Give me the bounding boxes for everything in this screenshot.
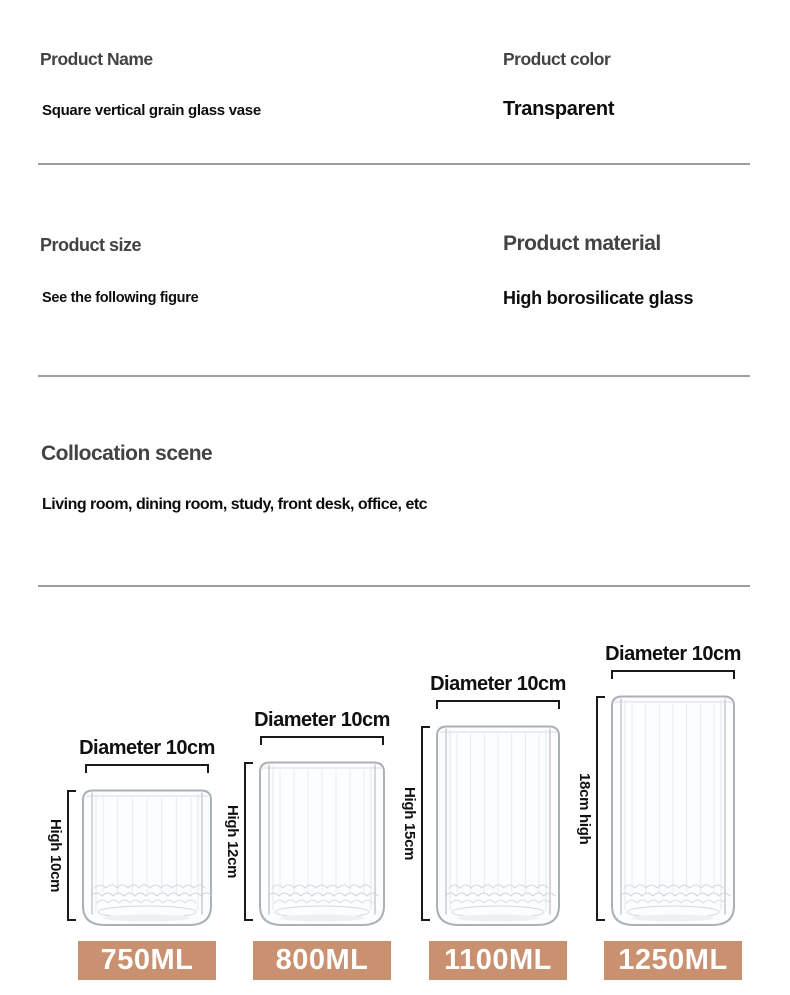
vase-illustration-wrap — [576, 694, 736, 928]
product-name-value: Square vertical grain glass vase — [42, 102, 261, 119]
height-label: 18cm high — [576, 772, 593, 845]
height-measure — [401, 726, 430, 921]
glass-vase-illustration — [258, 760, 386, 928]
height-measure-line — [67, 790, 76, 921]
height-label: High 12cm — [224, 804, 241, 879]
product-color-value: Transparent — [503, 98, 615, 120]
height-label: High 15cm — [401, 786, 418, 861]
product-size-value: See the following figure — [42, 290, 199, 306]
glass-vase-illustration — [610, 694, 736, 928]
section-divider — [38, 375, 750, 377]
diameter-measure-line — [85, 764, 209, 773]
height-measure — [576, 696, 605, 921]
height-measure — [47, 790, 76, 921]
height-measure-line — [596, 696, 605, 921]
capacity-badge: 1100ML — [429, 941, 567, 980]
collocation-scene-label: Collocation scene — [41, 442, 213, 465]
diameter-label: Diameter 10cm — [254, 709, 390, 731]
section-divider — [38, 163, 750, 165]
diameter-measure-line — [436, 700, 560, 709]
collocation-scene-value: Living room, dining room, study, front desk, office, etc — [42, 496, 428, 513]
capacity-badge: 800ML — [253, 941, 391, 980]
product-material-value: High borosilicate glass — [503, 288, 694, 308]
vase-illustration-wrap — [401, 724, 561, 928]
height-measure-line — [421, 726, 430, 921]
vase-column-750ml — [47, 737, 234, 980]
glass-vase-illustration — [81, 788, 213, 928]
product-material-label: Product material — [503, 232, 661, 255]
diameter-label: Diameter 10cm — [430, 673, 566, 695]
diameter-label: Diameter 10cm — [79, 737, 215, 759]
diameter-label: Diameter 10cm — [605, 643, 741, 665]
section-divider — [38, 585, 750, 587]
diameter-measure-line — [611, 670, 735, 679]
vase-illustration-wrap — [47, 788, 213, 928]
product-color-label: Product color — [503, 49, 611, 69]
vase-column-800ml — [224, 709, 409, 980]
vase-column-1100ml — [401, 673, 585, 980]
product-size-label: Product size — [40, 235, 142, 255]
height-label: High 10cm — [47, 818, 64, 893]
height-measure — [224, 762, 253, 921]
capacity-badge: 750ML — [78, 941, 216, 980]
vase-column-1250ml — [576, 643, 760, 980]
glass-vase-illustration — [435, 724, 561, 928]
diameter-measure-line — [260, 736, 384, 745]
height-measure-line — [244, 762, 253, 921]
capacity-badge: 1250ML — [604, 941, 742, 980]
vase-illustration-wrap — [224, 760, 386, 928]
product-name-label: Product Name — [40, 49, 153, 69]
